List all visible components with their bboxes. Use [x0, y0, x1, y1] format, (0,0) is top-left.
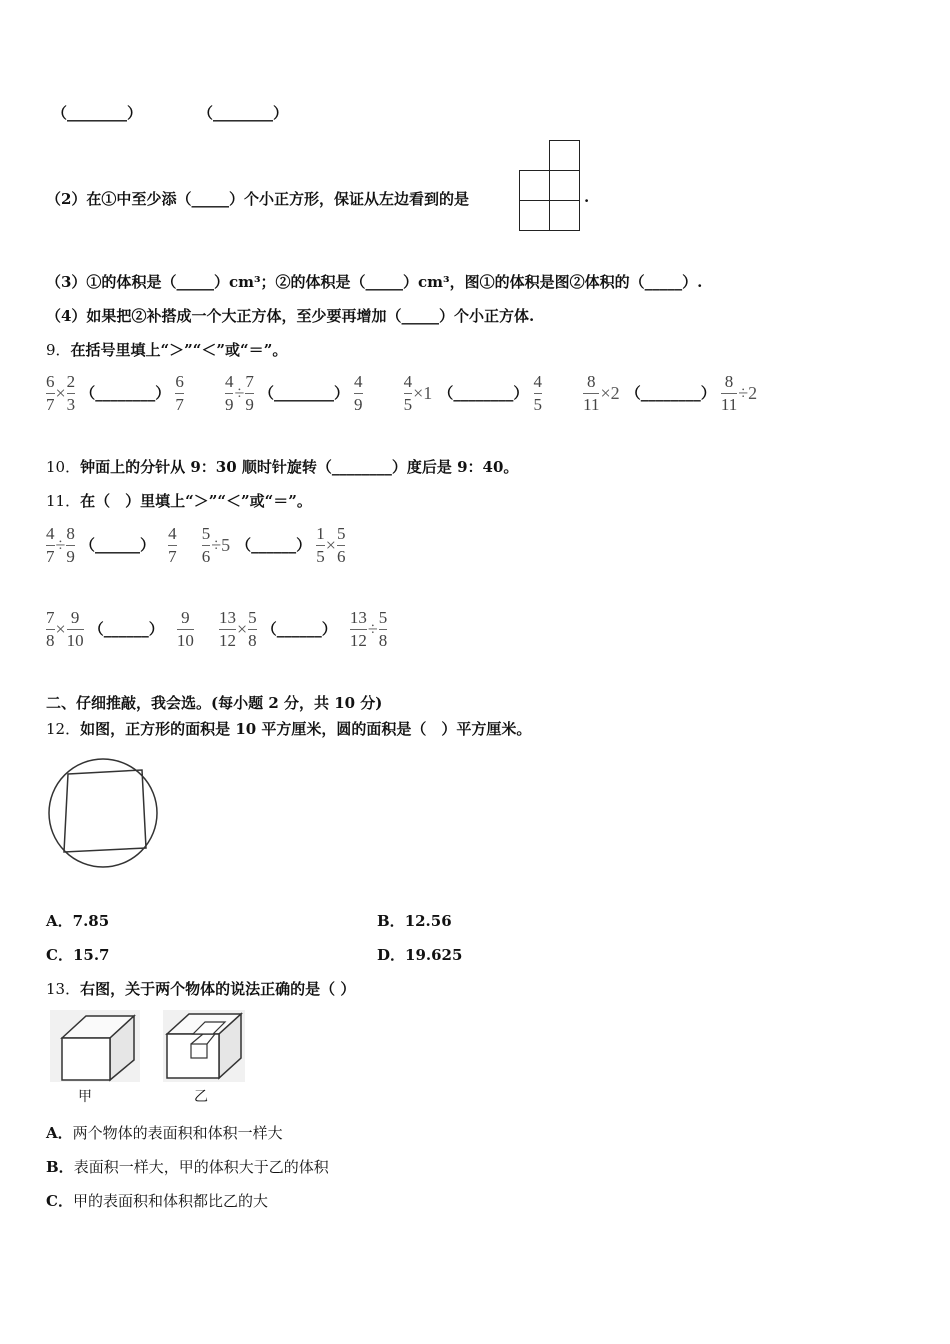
inscribed-square-shape — [64, 770, 146, 852]
q11-item-4 — [218, 608, 388, 650]
q11-text: 在（ ）里填上“＞”“＜”或“＝”。 — [80, 492, 312, 510]
fraction: $\frac{9}{10}$ — [176, 608, 194, 650]
grid-cell-mid-left — [519, 170, 550, 201]
q8-part4-text: （4）如果把②补搭成一个大正方体，至少要再增加（_____）个小正方体. — [46, 307, 535, 325]
q9-item-2 — [224, 372, 368, 414]
fraction: $\frac{5}{8}$ — [378, 608, 388, 650]
compare-blank[interactable]: （________） — [438, 384, 529, 402]
operator: ÷5 — [211, 535, 231, 555]
compare-blank[interactable]: （______） — [79, 536, 155, 554]
fraction: $\frac{4}{7}$ — [168, 524, 177, 566]
q11-item-3 — [46, 608, 199, 650]
operator: ÷ — [367, 619, 378, 639]
q11-number: 11． — [46, 492, 81, 510]
fraction: $\frac{7}{9}$ — [245, 372, 254, 414]
operator: × — [55, 383, 66, 403]
fraction: $\frac{6}{7}$ — [175, 372, 184, 414]
fraction: $\frac{13}{12}$ — [349, 608, 367, 650]
fraction: $\frac{4}{9}$ — [224, 372, 234, 414]
operator: ÷ — [234, 383, 245, 403]
fraction: $\frac{5}{8}$ — [248, 608, 257, 650]
circle-square-figure — [46, 756, 160, 870]
q11-row-1 — [46, 524, 345, 567]
compare-blank[interactable]: （________） — [80, 384, 171, 402]
q11-item-2 — [201, 524, 346, 566]
q11-row-2 — [46, 608, 387, 651]
fraction: $\frac{1}{5}$ — [316, 524, 325, 566]
blank-top-1[interactable]: （________） — [52, 104, 143, 122]
fraction: $\frac{4}{5}$ — [533, 372, 542, 414]
q10-heading — [46, 456, 518, 477]
q13-option-c[interactable]: C．甲的表面积和体积都比乙的大 — [46, 1192, 268, 1210]
q13-option-a[interactable]: A．两个物体的表面积和体积一样大 — [46, 1124, 283, 1142]
q12-text: 如图，正方形的面积是 10 平方厘米，圆的面积是（ ）平方厘米。 — [80, 720, 532, 738]
operator: ÷ — [55, 535, 66, 555]
compare-blank[interactable]: （________） — [258, 384, 349, 402]
fraction: $\frac{2}{3}$ — [66, 372, 76, 414]
q12-option-b[interactable]: B．12.56 — [377, 912, 452, 930]
fraction: $\frac{5}{6}$ — [201, 524, 211, 566]
operator: ×1 — [413, 383, 433, 403]
q9-heading — [46, 339, 287, 360]
q12-option-a[interactable]: A．7.85 — [46, 912, 110, 930]
q9-text: 在括号里填上“＞”“＜”或“＝”。 — [70, 341, 288, 359]
q11-item-1 — [46, 524, 182, 566]
q13-text: 右图，关于两个物体的说法正确的是（ ） — [80, 980, 356, 998]
q12-option-d[interactable]: D．19.625 — [377, 946, 463, 964]
operator: × — [55, 619, 66, 639]
cube-b-figure — [163, 1010, 245, 1082]
fraction: $\frac{4}{7}$ — [46, 524, 55, 566]
blank-top-2[interactable]: （________） — [198, 104, 289, 122]
q12-heading — [46, 718, 531, 739]
q13-number: 13． — [46, 980, 81, 998]
q10-number: 10． — [46, 458, 81, 476]
fraction: $\frac{6}{7}$ — [46, 372, 55, 414]
q12-number: 12． — [46, 720, 81, 738]
grid-cell-bottom-right — [549, 200, 580, 231]
grid-cell-mid-right — [549, 170, 580, 201]
q9-row — [46, 372, 758, 415]
q12-option-c[interactable]: C．15.7 — [46, 946, 110, 964]
cube-a-figure — [50, 1010, 140, 1082]
operator: × — [325, 535, 336, 555]
compare-blank[interactable]: （________） — [625, 384, 716, 402]
fraction: $\frac{7}{8}$ — [46, 608, 55, 650]
fraction: $\frac{8}{9}$ — [66, 524, 75, 566]
section2-title: 二、仔细推敲，我会选。(每小题 2 分，共 10 分) — [46, 694, 383, 712]
fraction: $\frac{5}{6}$ — [336, 524, 346, 566]
compare-blank[interactable]: （______） — [236, 536, 312, 554]
q9-item-3 — [403, 372, 547, 414]
q8-part2-text: （2）在①中至少添（_____）个小正方形，保证从左边看到的是 — [46, 190, 469, 208]
fraction: $\frac{4}{5}$ — [403, 372, 413, 414]
q9-number: 9． — [46, 341, 71, 359]
operator: × — [236, 619, 248, 639]
q8-part2-end: . — [584, 188, 590, 206]
q10-text: 钟面上的分针从 9：30 顺时针旋转（________）度后是 9：40。 — [80, 458, 519, 476]
fraction: $\frac{8}{11}$ — [583, 372, 600, 414]
grid-cell-top — [549, 140, 580, 171]
q13-heading — [46, 978, 355, 999]
fraction: $\frac{4}{9}$ — [354, 372, 363, 414]
q9-item-4 — [583, 372, 758, 414]
fraction: $\frac{9}{10}$ — [66, 608, 84, 650]
q9-item-1 — [46, 372, 189, 414]
compare-blank[interactable]: （______） — [261, 620, 337, 638]
operator: ×2 — [600, 383, 620, 403]
q8-part3-text: （3）①的体积是（_____）cm³；②的体积是（_____）cm³，图①的体积是图②体积的（_____）. — [46, 273, 703, 291]
compare-blank[interactable]: （______） — [88, 620, 164, 638]
q13-option-b[interactable]: B．表面积一样大，甲的体积大于乙的体积 — [46, 1158, 329, 1176]
caption-a: 甲 — [78, 1089, 92, 1105]
fraction: $\frac{13}{12}$ — [218, 608, 236, 650]
caption-b: 乙 — [194, 1089, 208, 1105]
grid-cell-bottom-left — [519, 200, 550, 231]
operator: ÷2 — [738, 383, 758, 403]
fraction: $\frac{8}{11}$ — [720, 372, 738, 414]
q11-heading — [46, 490, 312, 511]
